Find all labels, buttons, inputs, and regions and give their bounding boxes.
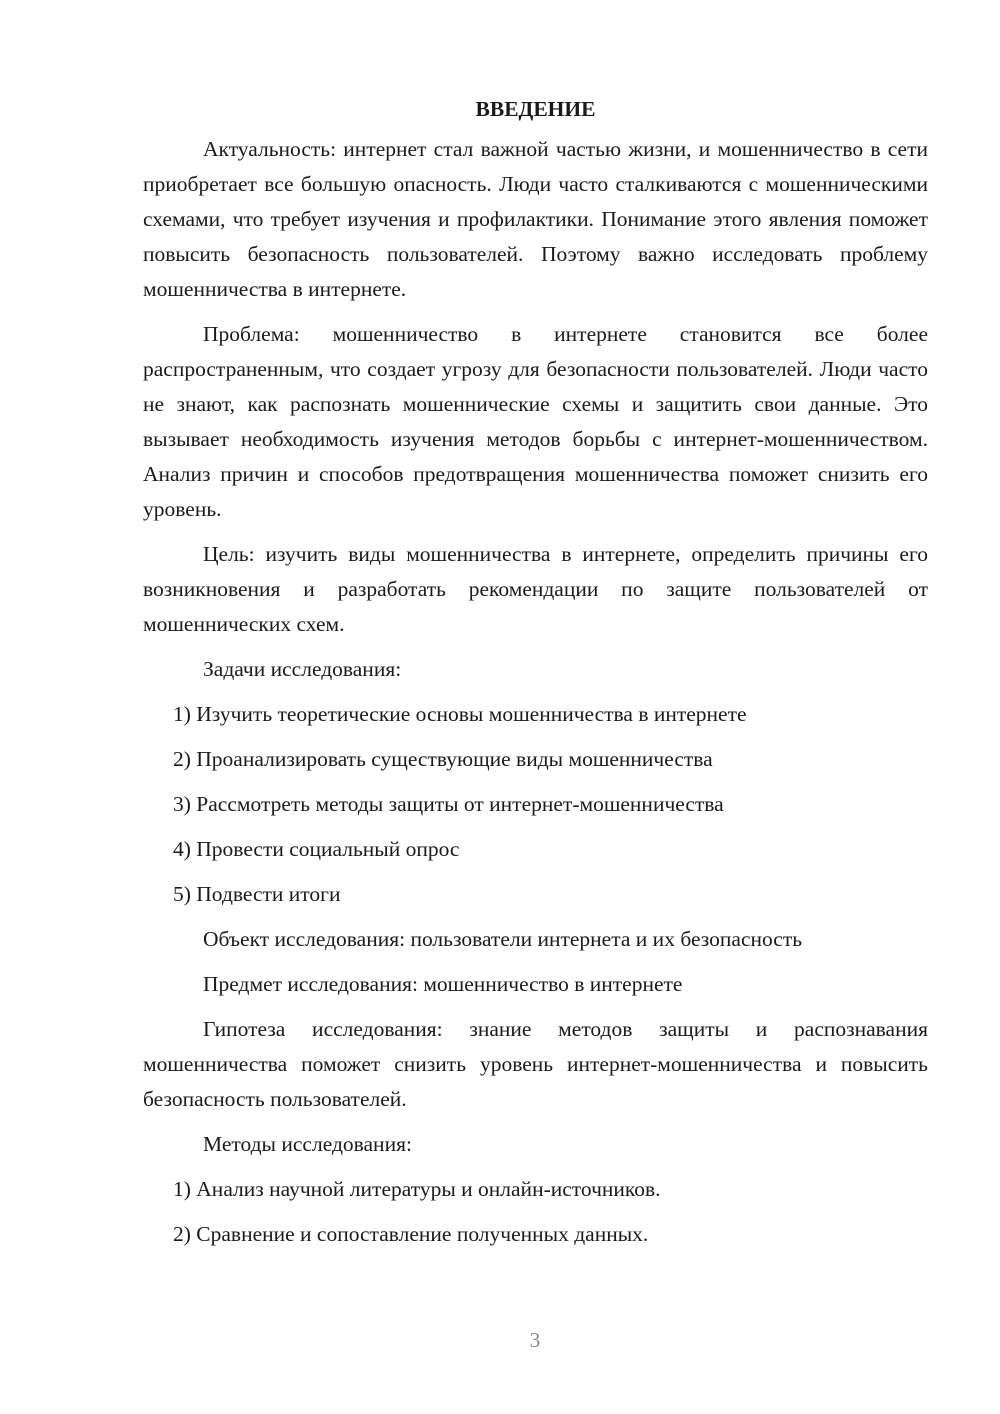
tasks-heading: Задачи исследования: (203, 657, 402, 681)
problem-paragraph: Проблема: мошенничество в интернете становится все более распространенным, что создает угрозу для безопасности пользователей. Люди часто не знают, как распознать мошеннические схемы и защитить свои данные. Это вызывает необходимость изучения методов борьбы с интернет-мошенничеством. Анализ причин и способов предотвращения мошенничества поможет снизить его уровень. (143, 322, 928, 521)
task-item: 4) Провести социальный опрос (173, 837, 460, 861)
hypothesis-paragraph: Гипотеза исследования: знание методов защиты и распознавания мошенничества поможет снизить уровень интернет-мошенничества и повысить безопасность пользователей. (143, 1017, 928, 1111)
page-title: ВВЕДЕНИЕ (475, 97, 596, 121)
subject-line: Предмет исследования: мошенничество в интернете (203, 972, 683, 996)
task-item: 3) Рассмотреть методы защиты от интернет-мошенничества (173, 792, 724, 816)
page-content (143, 90, 928, 1262)
task-item: 5) Подвести итоги (173, 882, 341, 906)
task-item: 2) Проанализировать существующие виды мошенничества (173, 747, 713, 771)
methods-heading: Методы исследования: (203, 1132, 412, 1156)
page-number: 3 (529, 1328, 541, 1352)
method-item: 2) Сравнение и сопоставление полученных данных. (173, 1222, 649, 1246)
object-line: Объект исследования: пользователи интернета и их безопасность (203, 927, 803, 951)
task-item: 1) Изучить теоретические основы мошенничества в интернете (173, 702, 747, 726)
relevance-paragraph: Актуальность: интернет стал важной частью жизни, и мошенничество в сети приобретает все большую опасность. Люди часто сталкиваются с мошенническими схемами, что требует изучения и профилактики. Понимание этого явления поможет повысить безопасность пользователей. Поэтому важно исследовать проблему мошенничества в интернете. (143, 137, 928, 301)
method-item: 1) Анализ научной литературы и онлайн-источников. (173, 1177, 661, 1201)
goal-paragraph: Цель: изучить виды мошенничества в интернете, определить причины его возникновения и разработать рекомендации по защите пользователей от мошеннических схем. (143, 542, 928, 636)
